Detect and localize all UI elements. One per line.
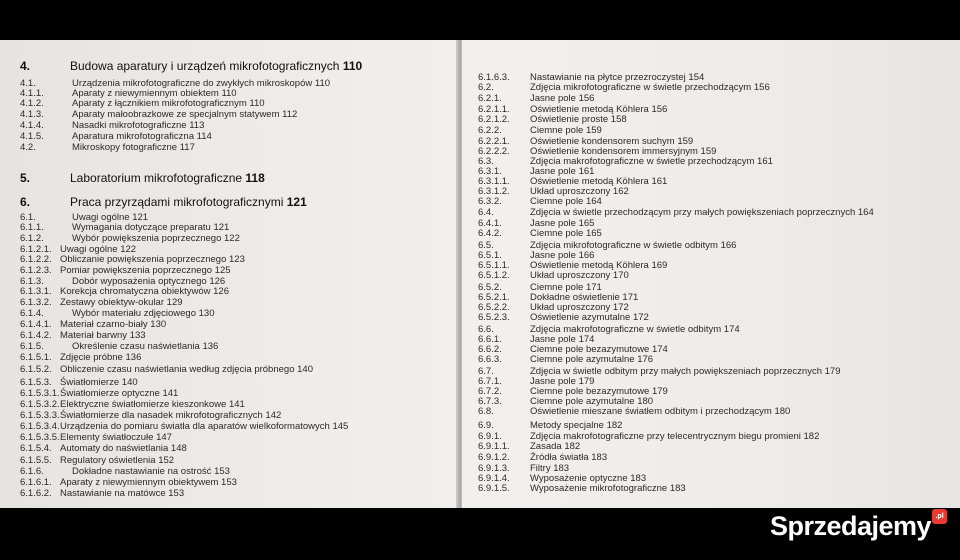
toc-section-number: 6.7.3. [478, 396, 502, 407]
toc-title [530, 483, 686, 495]
toc-section-number: 6.3. [478, 156, 494, 167]
toc-title-text: Urządzenia mikrofotograficzne do zwykłych mikroskopów [72, 78, 313, 89]
toc-page-number: 126 [209, 276, 226, 287]
toc-page-number: 182 [606, 420, 623, 431]
toc-page-number: 142 [265, 410, 282, 421]
toc-chapter-entry [0, 170, 458, 186]
toc-section-number: 6.5.1.2. [478, 270, 510, 281]
toc-page-number: 130 [150, 319, 167, 330]
toc-page-number: 174 [723, 324, 740, 335]
toc-title-text: Ciemne pole [530, 196, 584, 207]
toc-title-text: Ciemne pole azymutalne [530, 354, 635, 365]
toc-section-number: 6.1.2.2. [20, 254, 52, 265]
toc-entry [462, 312, 960, 324]
toc-title-text: Zdjęcie próbne [60, 352, 123, 363]
toc-page-number: 166 [578, 250, 595, 261]
toc-title-text: Ciemne pole bezazymutowe [530, 386, 650, 397]
toc-section-number: 4.1.4. [20, 120, 44, 131]
toc-section-number: 6.4.1. [478, 218, 502, 229]
toc-title-text: Wybór materiału zdjęciowego [72, 308, 196, 319]
toc-section-number: 6.1.5.3.1. [20, 388, 60, 399]
toc-section-number: 4.1.5. [20, 131, 44, 142]
toc-page-number: 180 [774, 406, 791, 417]
toc-title-text: Zdjęcia mikrofotograficzne w świetle przechodzącym [530, 82, 752, 93]
toc-page-number: 179 [651, 386, 668, 397]
toc-section-number: 6.9.1.5. [478, 483, 510, 494]
toc-section-number: 6.1.1. [20, 222, 44, 233]
toc-entry [462, 406, 960, 418]
toc-title-text: Zestawy obiektyw-okular [60, 297, 165, 308]
toc-section-number: 6.7. [478, 366, 494, 377]
toc-section-number: 6.1. [20, 212, 36, 223]
toc-title-text: Mikroskopy fotograficzne [72, 142, 178, 153]
toc-title [530, 406, 790, 418]
toc-page-number: 141 [162, 388, 179, 399]
toc-section-number: 6.2.2.1. [478, 136, 510, 147]
toc-section-number: 6.9.1.1. [478, 441, 510, 452]
toc-title-text: Metody specjalne [530, 420, 604, 431]
toc-page-number: 113 [189, 120, 205, 131]
toc-title [70, 170, 265, 186]
toc-title-text: Ciemne pole [530, 282, 584, 293]
toc-title [70, 58, 362, 74]
toc-page-number: 156 [651, 104, 668, 115]
toc-title-text: Filtry [530, 463, 551, 474]
toc-title-text: Ciemne pole [530, 228, 584, 239]
toc-page-number: 140 [121, 377, 138, 388]
toc-title-text: Zdjęcia w świetle odbitym przy małych powiększeniach poprzecznych [530, 366, 822, 377]
toc-page-number: 174 [578, 334, 595, 345]
toc-title-text: Jasne pole [530, 166, 576, 177]
toc-title-text: Korekcja chromatyczna obiektywów [60, 286, 211, 297]
toc-title-text: Nastawianie na płytce przezroczystej [530, 72, 686, 83]
toc-section-number: 6.4.2. [478, 228, 502, 239]
toc-page-number: 122 [224, 233, 240, 244]
toc-title-text: Układ uproszczony [530, 186, 611, 197]
toc-page-number: 130 [198, 308, 215, 319]
toc-page-number: 136 [202, 341, 219, 352]
toc-page-number: 164 [585, 196, 602, 207]
toc-page-number: 183 [630, 473, 647, 484]
toc-section-number: 6.5.2.2. [478, 302, 510, 313]
toc-title-text: Laboratorium mikrofotograficzne [70, 171, 243, 185]
toc-title-text: Zdjęcia w świetle przechodzącym przy małych powiększeniach poprzecznych [530, 207, 856, 218]
toc-page-number: 110 [249, 98, 265, 109]
toc-title-text: Elektryczne światłomierze kieszonkowe [60, 399, 227, 410]
toc-page-number: 182 [803, 431, 820, 442]
toc-page-number: 153 [214, 466, 230, 477]
toc-page-number: 158 [610, 114, 627, 125]
watermark-badge: .pl [932, 509, 947, 524]
toc-section-number: 6.2.1.2. [478, 114, 510, 125]
toc-title-text: Nasadki mikrofotograficzne [72, 120, 187, 131]
toc-section-number: 4.1.2. [20, 98, 44, 109]
toc-chapter-entry [0, 194, 458, 210]
toc-page-number: 110 [221, 88, 237, 99]
toc-section-number: 6.1.5.5. [20, 455, 52, 466]
toc-section-number: 6.1.3.2. [20, 297, 52, 308]
toc-title-text: Zdjęcia makrofotograficzne w świetle przechodzącym [530, 156, 755, 167]
toc-title-text: Urządzenia do pomiaru światła dla aparatów wielkoformatowych [60, 421, 330, 432]
toc-section-number: 6.1.4. [20, 308, 44, 319]
toc-title-text: Jasne pole [530, 334, 576, 345]
toc-title-text: Elementy światłoczułe [60, 432, 154, 443]
toc-section-number: 6.1.4.2. [20, 330, 52, 341]
toc-section-number: 6.1.2.3. [20, 265, 52, 276]
toc-title [530, 312, 649, 324]
toc-title-text: Aparatura mikrofotograficzna [72, 131, 194, 142]
toc-page-number: 162 [612, 186, 629, 197]
toc-page-number: 165 [585, 228, 602, 239]
toc-title-text: Dokładne oświetlenie [530, 292, 620, 303]
toc-page-number: 161 [651, 176, 668, 187]
toc-page-number: 169 [651, 260, 668, 271]
toc-section-number: 6.9.1.4. [478, 473, 510, 484]
toc-page-number: 126 [213, 286, 229, 297]
toc-title-text: Światłomierze [60, 377, 120, 388]
toc-section-number: 6.2.2.2. [478, 146, 510, 157]
toc-section-number: 6.1.5.3.2. [20, 399, 60, 410]
toc-page-number: 122 [120, 244, 137, 255]
toc-section-number: 6.3.1.2. [478, 186, 510, 197]
toc-page-number: 161 [757, 156, 773, 167]
toc-section-number: 6.4. [478, 207, 494, 218]
toc-section-number: 6.1.2.1. [20, 244, 52, 255]
toc-title-text: Oświetlenie mieszane światłem odbitym i przechodzącym [530, 406, 772, 417]
toc-page-number: 183 [591, 452, 608, 463]
watermark-text: Sprzedajemy [770, 511, 932, 541]
toc-title [60, 364, 313, 376]
toc-page-number: 121 [286, 195, 307, 209]
toc-title-text: Jasne pole [530, 218, 576, 229]
toc-title-text: Zdjęcia makrofotograficzne przy telecentrycznym biegu promieni [530, 431, 801, 442]
toc-title-text: Wyposażenie optyczne [530, 473, 628, 484]
toc-title [60, 352, 141, 364]
toc-page-number: 170 [612, 270, 629, 281]
toc-section-number: 6.1.3.1. [20, 286, 52, 297]
toc-title-text: Jasne pole [530, 250, 576, 261]
toc-title-text: Zdjęcia makrofotograficzne w świetle odbitym [530, 324, 722, 335]
toc-title [60, 443, 187, 455]
toc-title-text: Ciemne pole azymutalne [530, 396, 635, 407]
toc-page-number: 129 [166, 297, 183, 308]
toc-section-number: 6.2.2. [478, 125, 502, 136]
right-page [462, 40, 960, 508]
toc-entry [0, 488, 458, 500]
toc-page-number: 110 [342, 59, 363, 73]
toc-page-number: 121 [132, 212, 149, 223]
toc-page-number: 176 [637, 354, 654, 365]
toc-section-number: 4.2. [20, 142, 36, 153]
toc-title-text: Wyposażenie mikrofotograficzne [530, 483, 668, 494]
toc-page-number: 172 [612, 302, 629, 313]
toc-section-number: 6. [20, 195, 31, 209]
toc-title-text: Oświetlenie proste [530, 114, 609, 125]
toc-section-number: 6.1.3. [20, 276, 44, 287]
toc-entry [0, 443, 458, 455]
toc-section-number: 6.6.2. [478, 344, 502, 355]
toc-page-number: 172 [632, 312, 649, 323]
toc-section-number: 6.2.1. [478, 93, 502, 104]
toc-section-number: 6.1.4.1. [20, 319, 52, 330]
toc-page-number: 154 [688, 72, 705, 83]
toc-title-text: Automaty do naświetlania [60, 443, 169, 454]
toc-section-number: 6.7.2. [478, 386, 502, 397]
toc-page-number: 110 [314, 78, 331, 89]
sprzedajemy-watermark [770, 505, 947, 547]
toc-title-text: Oświetlenie metodą Köhlera [530, 260, 649, 271]
toc-page-number: 165 [578, 218, 595, 229]
toc-title-text: Zasada [530, 441, 562, 452]
toc-page-number: 148 [170, 443, 187, 454]
toc-page-number: 133 [129, 330, 146, 341]
toc-title [530, 228, 602, 240]
toc-title-text: Dokładne nastawianie na ostrość [72, 466, 212, 477]
toc-section-number: 6.3.2. [478, 196, 502, 207]
toc-title-text: Światłomierze dla nasadek mikrofotograficznych [60, 410, 263, 421]
toc-page-number: 112 [282, 109, 298, 120]
toc-title [530, 270, 629, 282]
toc-section-number: 6.1.6.2. [20, 488, 52, 499]
toc-title-text: Układ uproszczony [530, 302, 611, 313]
toc-page-number: 145 [332, 421, 349, 432]
toc-title-text: Aparaty z niewymiennym obiektem [72, 88, 219, 99]
toc-section-number: 6.6.1. [478, 334, 502, 345]
toc-title-text: Aparaty z niewymiennym obiektywem [60, 477, 219, 488]
toc-section-number: 4. [20, 59, 31, 73]
toc-section-number: 6.9.1.3. [478, 463, 510, 474]
toc-section-number: 6.1.6.3. [478, 72, 510, 83]
toc-page-number: 171 [622, 292, 639, 303]
toc-page-number: 166 [720, 240, 737, 251]
toc-section-number: 4.1. [20, 78, 36, 89]
toc-section-number: 6.5.1.1. [478, 260, 510, 271]
toc-section-number: 6.1.5.4. [20, 443, 52, 454]
toc-page-number: 117 [179, 142, 195, 153]
toc-title-text: Materiał czarno-biały [60, 319, 148, 330]
toc-page-number: 140 [297, 364, 313, 375]
toc-section-number: 6.1.5.3.3. [20, 410, 60, 421]
toc-entry [0, 352, 458, 364]
toc-title-text: Praca przyrządami mikrofotograficznymi [70, 195, 284, 209]
toc-title-text: Aparaty małoobrazkowe ze specjalnym statywem [72, 109, 280, 120]
toc-title-text: Nastawianie na matówce [60, 488, 166, 499]
toc-page-number: 182 [564, 441, 581, 452]
toc-page-number: 125 [214, 265, 231, 276]
toc-entry [462, 483, 960, 495]
toc-page-number: 164 [857, 207, 874, 218]
toc-title-text: Układ uproszczony [530, 270, 611, 281]
toc-section-number: 6.5.2.1. [478, 292, 510, 303]
toc-section-number: 6.1.5.3. [20, 377, 52, 388]
toc-title-text: Jasne pole [530, 376, 576, 387]
toc-title [70, 194, 307, 210]
toc-page-number: 123 [229, 254, 245, 265]
toc-title-text: Źródła światła [530, 452, 589, 463]
toc-title-text: Wybór powiększenia poprzecznego [72, 233, 222, 244]
toc-page-number: 156 [578, 93, 595, 104]
toc-title-text: Określenie czasu naświetlania [72, 341, 200, 352]
toc-page-number: 141 [228, 399, 245, 410]
toc-page-number: 156 [753, 82, 770, 93]
toc-page-number: 174 [651, 344, 668, 355]
toc-page-number: 136 [125, 352, 142, 363]
toc-section-number: 6.6. [478, 324, 494, 335]
toc-section-number: 6.9. [478, 420, 494, 431]
toc-title-text: Wymagania dotyczące preparatu [72, 222, 211, 233]
toc-chapter-entry [0, 58, 458, 74]
toc-title-text: Ciemne pole [530, 125, 584, 136]
toc-section-number: 6.1.5.1. [20, 352, 52, 363]
toc-section-number: 6.2. [478, 82, 494, 93]
toc-title-text: Zdjęcia mikrofotograficzne w świetle odbitym [530, 240, 718, 251]
toc-page-number: 152 [158, 455, 175, 466]
toc-section-number: 6.1.5.2. [20, 364, 52, 375]
toc-section-number: 6.1.5.3.5. [20, 432, 60, 443]
toc-title-text: Budowa aparatury i urządzeń mikrofotograficznych [70, 59, 340, 73]
toc-title-text: Regulatory oświetlenia [60, 455, 156, 466]
toc-section-number: 6.3.1. [478, 166, 502, 177]
toc-section-number: 6.5.2. [478, 282, 502, 293]
toc-page-number: 161 [578, 166, 595, 177]
toc-section-number: 5. [20, 171, 31, 185]
toc-section-number: 4.1.3. [20, 109, 44, 120]
toc-title-text: Światłomierze optyczne [60, 388, 160, 399]
toc-page-number: 121 [213, 222, 230, 233]
toc-section-number: 6.5.2.3. [478, 312, 510, 323]
toc-title-text: Oświetlenie azymutalne [530, 312, 631, 323]
toc-page-number: 159 [677, 136, 694, 147]
toc-title-text: Oświetlenie kondensorem immersyjnym [530, 146, 698, 157]
toc-page-number: 180 [637, 396, 654, 407]
toc-section-number: 6.5. [478, 240, 494, 251]
toc-page-number: 171 [585, 282, 602, 293]
toc-title-text: Obliczanie powiększenia poprzecznego [60, 254, 227, 265]
toc-title-text: Uwagi ogólne [60, 244, 118, 255]
toc-section-number: 6.1.6.1. [20, 477, 52, 488]
toc-title-text: Uwagi ogólne [72, 212, 130, 223]
toc-page-number: 183 [669, 483, 686, 494]
toc-title-text: Oświetlenie metodą Köhlera [530, 176, 649, 187]
toc-title [60, 488, 184, 500]
toc-title-text: Ciemne pole bezazymutowe [530, 344, 650, 355]
toc-section-number: 6.9.1.2. [478, 452, 510, 463]
toc-section-number: 6.6.3. [478, 354, 502, 365]
toc-section-number: 6.1.6. [20, 466, 44, 477]
toc-entry [0, 142, 458, 154]
toc-title-text: Obliczenie czasu naświetlania według zdjęcia próbnego [60, 364, 295, 375]
toc-page-number: 114 [196, 131, 212, 142]
toc-entry [462, 270, 960, 282]
toc-title-text: Materiał barwny [60, 330, 128, 341]
toc-section-number: 6.3.1.1. [478, 176, 510, 187]
toc-title-text: Oświetlenie metodą Köhlera [530, 104, 649, 115]
toc-page-number: 183 [553, 463, 570, 474]
toc-page-number: 147 [156, 432, 172, 443]
toc-entry [462, 228, 960, 240]
toc-section-number: 6.1.5.3.4. [20, 421, 60, 432]
toc-title [72, 142, 195, 154]
toc-page-number: 153 [168, 488, 185, 499]
toc-title-text: Oświetlenie kondensorem suchym [530, 136, 675, 147]
toc-section-number: 4.1.1. [20, 88, 44, 99]
toc-entry [0, 364, 458, 376]
toc-section-number: 6.9.1. [478, 431, 502, 442]
toc-section-number: 6.8. [478, 406, 494, 417]
toc-page-number: 179 [578, 376, 595, 387]
toc-page-number: 179 [824, 366, 841, 377]
toc-section-number: 6.2.1.1. [478, 104, 510, 115]
toc-section-number: 6.1.2. [20, 233, 44, 244]
toc-entry [462, 354, 960, 366]
toc-section-number: 6.5.1. [478, 250, 502, 261]
toc-title-text: Aparaty z łącznikiem mikrofotograficznym [72, 98, 247, 109]
toc-section-number: 6.7.1. [478, 376, 502, 387]
toc-page-number: 159 [585, 125, 602, 136]
toc-title [530, 354, 653, 366]
toc-page-number: 118 [245, 171, 265, 185]
toc-page-number: 153 [221, 477, 237, 488]
toc-title-text: Jasne pole [530, 93, 576, 104]
toc-section-number: 6.1.5. [20, 341, 44, 352]
left-page [0, 40, 458, 508]
toc-page-number: 159 [700, 146, 717, 157]
toc-title-text: Dobór wyposażenia optycznego [72, 276, 207, 287]
toc-title-text: Pomiar powiększenia poprzecznego [60, 265, 213, 276]
